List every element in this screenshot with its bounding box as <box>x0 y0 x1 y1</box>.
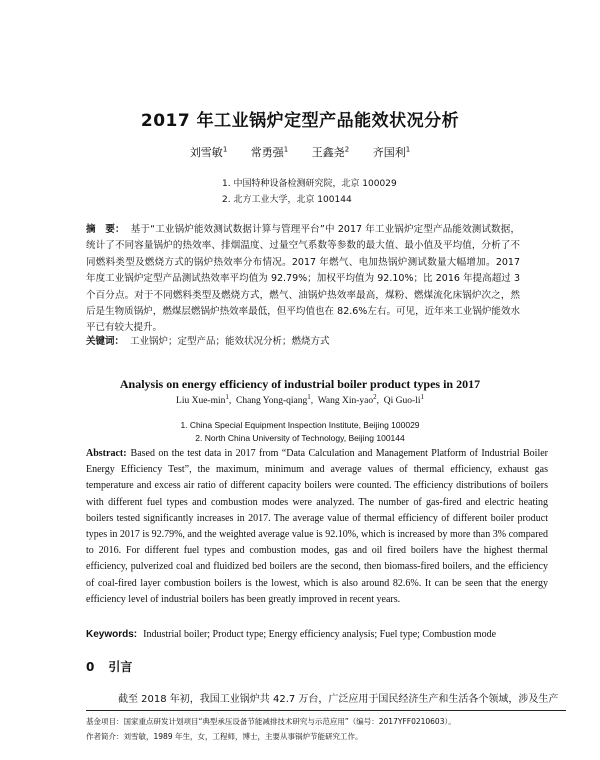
english-keywords-label: Keywords: <box>86 629 138 640</box>
chinese-keywords <box>86 333 330 347</box>
chinese-affiliation-2: 2. 北方工业大学，北京 100144 <box>222 195 352 205</box>
english-affiliation-1: 1. China Special Equipment Inspection Institute, Beijing 100029 <box>180 420 420 430</box>
english-title: Analysis on energy efficiency of industrial boiler product types in 2017 <box>119 377 481 391</box>
chinese-affiliation-1: 1. 中国特种设备检测研究院，北京 100029 <box>222 179 397 189</box>
english-abstract <box>86 446 548 608</box>
english-abstract-text: Based on the test data in 2017 from “Data Calculation and Management Platform of Industrial Boiler Energy Efficiency Test”, the maximum, minimum and average values of thermal efficiency, exhaust gas temperature and excess air ratio of different capacity boilers were counted. The efficiency distributions of boilers with different fuel types and combustion modes were analyzed. The number of gas-fired and electric heating boilers tested significantly increases in 2017. The average value of thermal efficiency of different boiler product types in 2017 is 92.79%, and the weighted average value is 92.10%, which is increased by more than 3% compared to 2016. For different fuel types and combustion modes, gas and oil fired boilers have the highest thermal efficiency, pulverized coal and fluidized bed boilers are the second, then biomass-fired boilers, and the efficiency of coal-fired layer combustion boilers is the lowest, which is also around 82.6%. It can be seen that the energy efficiency level of industrial boilers has been greatly improved in recent years. <box>86 448 548 605</box>
intro-paragraph: 截至 2018 年初，我国工业锅炉共 42.7 万台，广泛应用于国民经济生产和生活各个领域，涉及生产 <box>118 694 559 705</box>
author-en-4: Qi Guo-$li^1$ <box>383 392 424 406</box>
author-cn-4: 齐国利$^1$ <box>372 145 411 159</box>
section-title: 引言 <box>108 660 133 674</box>
english-keywords <box>86 629 496 640</box>
section-number: 0 <box>86 660 95 674</box>
english-affiliation-2: 2. North China University of Technology, Beijing 100144 <box>195 433 405 443</box>
chinese-title: 2017 年工业锅炉定型产品能效状况分析 <box>140 111 460 131</box>
english-authors <box>0 392 600 406</box>
chinese-keywords-label: 关键词： <box>86 336 125 347</box>
english-keywords-text: Industrial boiler; Product type; Energy efficiency analysis; Fuel type; Combustion mode <box>143 629 497 640</box>
chinese-authors <box>0 144 600 160</box>
footnote-author-bio: 作者简介：刘雪敏，1989 年生，女，工程师，博士，主要从事锅炉节能研究工作。 <box>86 732 363 741</box>
footnote-divider <box>86 710 566 711</box>
chinese-keywords-text: 工业锅炉；定型产品；能效状况分析；燃烧方式 <box>130 336 330 347</box>
author-en-2: Chang Yong-qiang$^1$, <box>235 392 318 406</box>
author-en-1: Liu Xue-$\min^1$, <box>176 392 236 406</box>
chinese-abstract-label: 摘 要： <box>86 224 125 235</box>
author-cn-1: 刘雪敏$^1$ <box>189 145 228 159</box>
section-heading <box>86 658 132 675</box>
chinese-abstract-text: 基于“工业锅炉能效测试数据计算与管理平台”中 2017 年工业锅炉定型产品能效测试数据，统计了不同容量锅炉的热效率、排烟温度、过量空气系数等参数的最大值、最小值及平均值，分析了不同燃料类型及燃烧方式的锅炉热效率分布情况。2017 年燃气、电加热锅炉测试数量大幅增加。2017 年度工业锅炉定型产品测试热效率平均值为 92.79%；加权平均值为 92.10%；比 2016 年提高超过 3 个百分点。对于不同燃料类型及燃烧方式，燃气、油锅炉热效率最高，煤粉、燃煤流化床锅炉次之，然后是生物质锅炉，燃煤层燃锅炉热效率最低，但平均值也在 82.6%左右。可见，近年来工业锅炉能效水平已有较大提升。 <box>86 224 520 334</box>
footnote-funding: 基金项目：国家重点研发计划项目“典型承压设备节能减排技术研究与示范应用”（编号：2017YFF0210603）。 <box>86 717 456 726</box>
english-abstract-label: Abstract: <box>86 448 127 459</box>
author-cn-2: 常勇强$^1$ <box>250 145 289 159</box>
author-en-3: Wang Xin-yao$^2$, <box>317 392 384 406</box>
chinese-abstract <box>86 222 520 337</box>
author-cn-3: 王鑫尧$^2$ <box>311 145 350 159</box>
